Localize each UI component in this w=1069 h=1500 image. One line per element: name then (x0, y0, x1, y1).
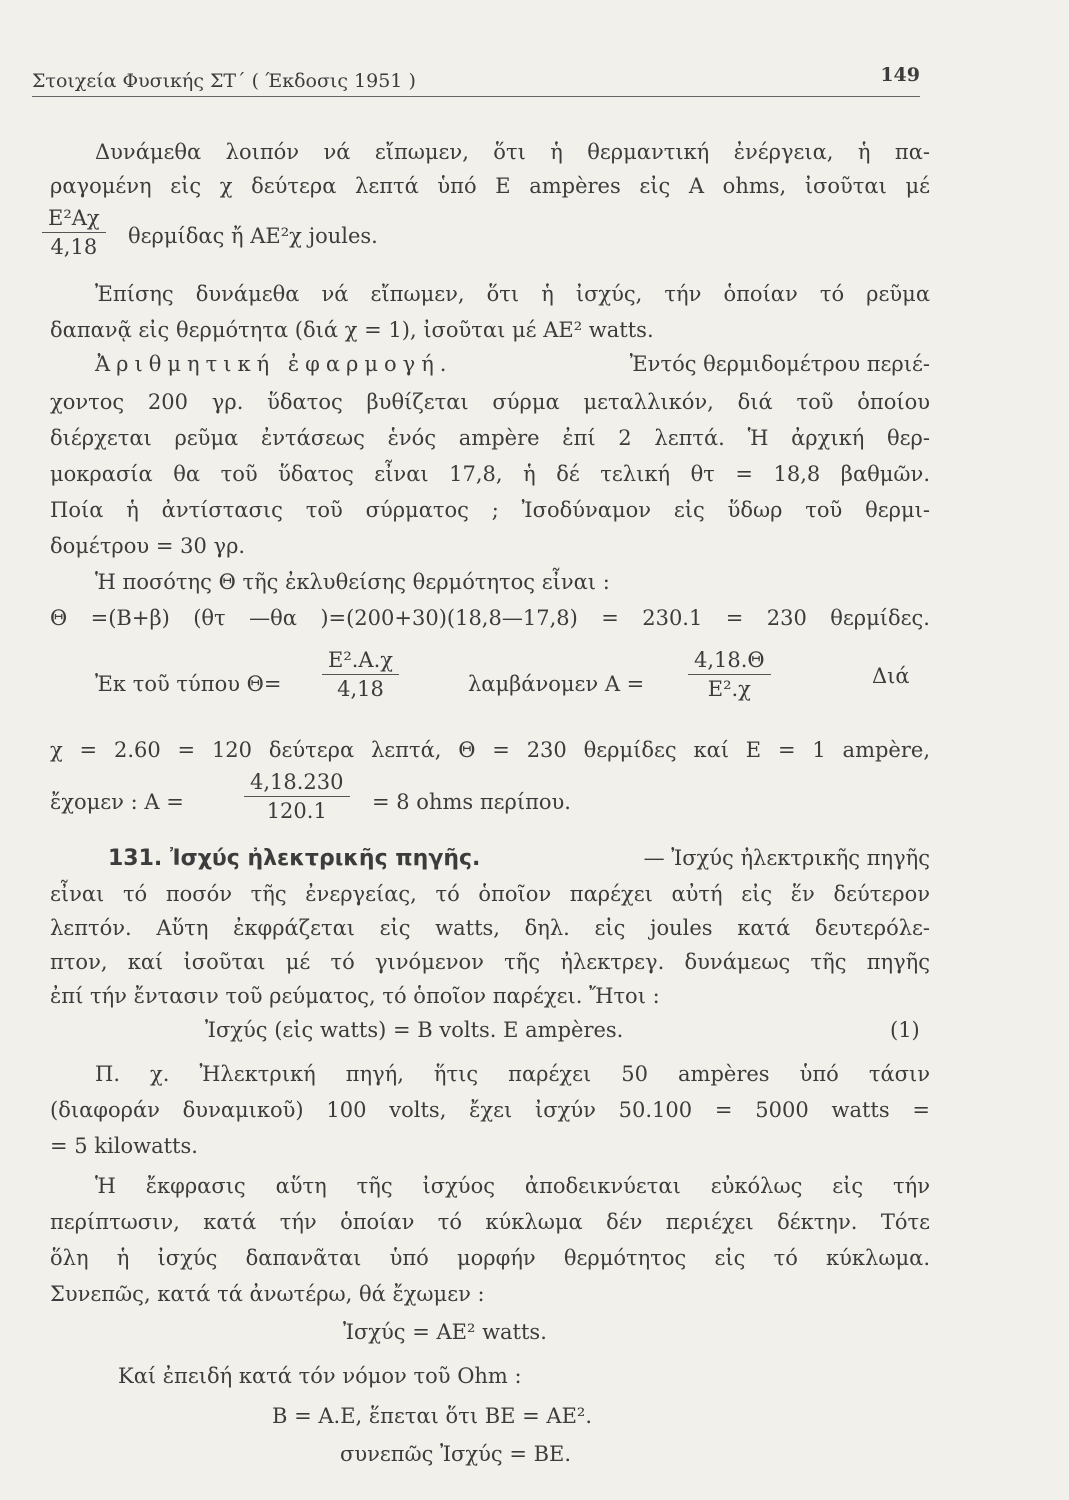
text-line: Ἐντός θερμιδομέτρου περιέ- (629, 352, 930, 376)
text-line: θερμίδας ἤ AE²χ joules. (128, 224, 378, 248)
fraction-heat (42, 206, 106, 259)
text-line: χ = 2.60 = 120 δεύτερα λεπτά, Θ = 230 θερμίδες καί E = 1 ampère, (50, 738, 930, 762)
formula-prefix: Ἐκ τοῦ τύπου Θ= (95, 672, 282, 696)
fraction-denominator: 4,18 (50, 235, 98, 259)
text-line: Συνεπῶς, κατά τά ἀνωτέρω, θά ἔχωμεν : (50, 1282, 485, 1306)
equation-ohm: B = A.E, ἕπεται ὅτι BE = AE². (272, 1404, 593, 1428)
fraction-theta (322, 648, 399, 701)
page-number: 149 (880, 64, 920, 86)
text-line: Ἡ ποσότης Θ τῆς ἐκλυθείσης θερμότητος εἶναι : (95, 570, 610, 594)
fraction-numerator: 4,18.Θ (688, 648, 771, 675)
text-line: Π. χ. Ἠλεκτρική πηγή, ἥτις παρέχει 50 ampères ὑπό τάσιν (95, 1062, 930, 1086)
formula-mid: λαμβάνομεν A = (468, 672, 645, 696)
text-line: ὅλη ἡ ἰσχύς δαπανᾶται ὑπό μορφήν θερμότητος εἰς τό κύκλωμα. (50, 1246, 930, 1270)
text-line: λεπτόν. Αὕτη ἐκφράζεται εἰς watts, δηλ. εἰς joules κατά δευτερόλε- (50, 916, 930, 940)
text-line: ἐπί τήν ἔντασιν τοῦ ρεύματος, τό ὁποῖον παρέχει. Ἤτοι : (50, 984, 660, 1008)
fraction-resistance (688, 648, 771, 701)
equation-line: Θ =(B+β) (θτ —θα )=(200+30)(18,8—17,8) = 230.1 = 230 θερμίδες. (50, 606, 930, 630)
text-line: περίπτωσιν, κατά τήν ὁποίαν τό κύκλωμα δέν περιέχει δέκτην. Τότε (50, 1210, 930, 1234)
text-line: = 5 kilowatts. (50, 1134, 198, 1158)
text-line: χοντος 200 γρ. ὕδατος βυθίζεται σύρμα μεταλλικόν, διά τοῦ ὁποίου (50, 390, 930, 414)
fraction-denominator: 4,18 (337, 677, 384, 701)
equation-number: (1) (890, 1018, 920, 1042)
text-line: Δυνάμεθα λοιπόν νά εἴπωμεν, ὅτι ἡ θερμαντική ἐνέργεια, ἡ πα- (95, 140, 930, 164)
text-line: Ποία ἡ ἀντίστασις τοῦ σύρματος ; Ἰσοδύναμον εἰς ὕδωρ τοῦ θερμι- (50, 498, 930, 522)
example-heading: Ἀριθμητική ἐφαρμογή. (95, 352, 453, 376)
text-line: μοκρασία θα τοῦ ὕδατος εἶναι 17,8, ἡ δέ τελική θτ = 18,8 βαθμῶν. (50, 462, 930, 486)
text-line: δαπανᾷ εἰς θερμότητα (διά χ = 1), ἰσοῦται μέ AE² watts. (50, 318, 654, 342)
equation-power-be: συνεπῶς Ἰσχύς = BE. (340, 1442, 572, 1466)
fraction-numerator: 4,18.230 (244, 770, 350, 797)
text-line: πτον, καί ἰσοῦται μέ τό γινόμενον τῆς ἠλεκτρεγ. δυνάμεως τῆς πηγῆς (50, 950, 930, 974)
text-line: εἶναι τό ποσόν τῆς ἐνεργείας, τό ὁποῖον παρέχει αὐτή εἰς ἕν δεύτερον (50, 882, 930, 906)
result-prefix: ἔχομεν : A = (50, 790, 184, 814)
text-line: Ἐπίσης δυνάμεθα νά εἴπωμεν, ὅτι ἡ ἰσχύς, τήν ὁποίαν τό ρεῦμα (95, 282, 930, 306)
result-suffix: = 8 ohms περίπου. (372, 790, 571, 814)
text-line: Καί ἐπειδή κατά τόν νόμον τοῦ Ohm : (118, 1364, 522, 1388)
running-title: Στοιχεία Φυσικής ΣΤ΄ ( Έκδοσις 1951 ) (32, 70, 416, 92)
fraction-denominator: E².χ (707, 677, 751, 701)
text-line: (διαφοράν δυναμικοῦ) 100 volts, ἔχει ἰσχύν 50.100 = 5000 watts = (50, 1098, 930, 1122)
fraction-numerator: E²Aχ (42, 206, 106, 233)
text-line: δομέτρου = 30 γρ. (50, 534, 246, 558)
page-header (32, 62, 920, 97)
fraction-numerator: E².A.χ (322, 648, 399, 675)
text-line: — Ἰσχύς ἠλεκτρικῆς πηγῆς (643, 846, 930, 870)
text-line: ραγομένη εἰς χ δεύτερα λεπτά ὑπό E ampères εἰς A ohms, ἰσοῦται μέ (50, 174, 930, 198)
text-word: Διά (872, 664, 910, 688)
text-line: διέρχεται ρεῦμα ἐντάσεως ἑνός ampère ἐπί 2 λεπτά. Ἡ ἀρχική θερ- (50, 426, 930, 450)
text-line: Ἡ ἔκφρασις αὕτη τῆς ἰσχύος ἀποδεικνύεται εὐκόλως εἰς τήν (95, 1174, 930, 1198)
equation-power: Ἰσχύς (εἰς watts) = B volts. E ampères. (205, 1018, 624, 1042)
equation-power-ae2: Ἰσχύς = AE² watts. (343, 1320, 547, 1344)
fraction-result (244, 770, 350, 823)
section-heading: 131. Ἰσχύς ἠλεκτρικῆς πηγῆς. (108, 846, 481, 871)
fraction-denominator: 120.1 (266, 799, 327, 823)
